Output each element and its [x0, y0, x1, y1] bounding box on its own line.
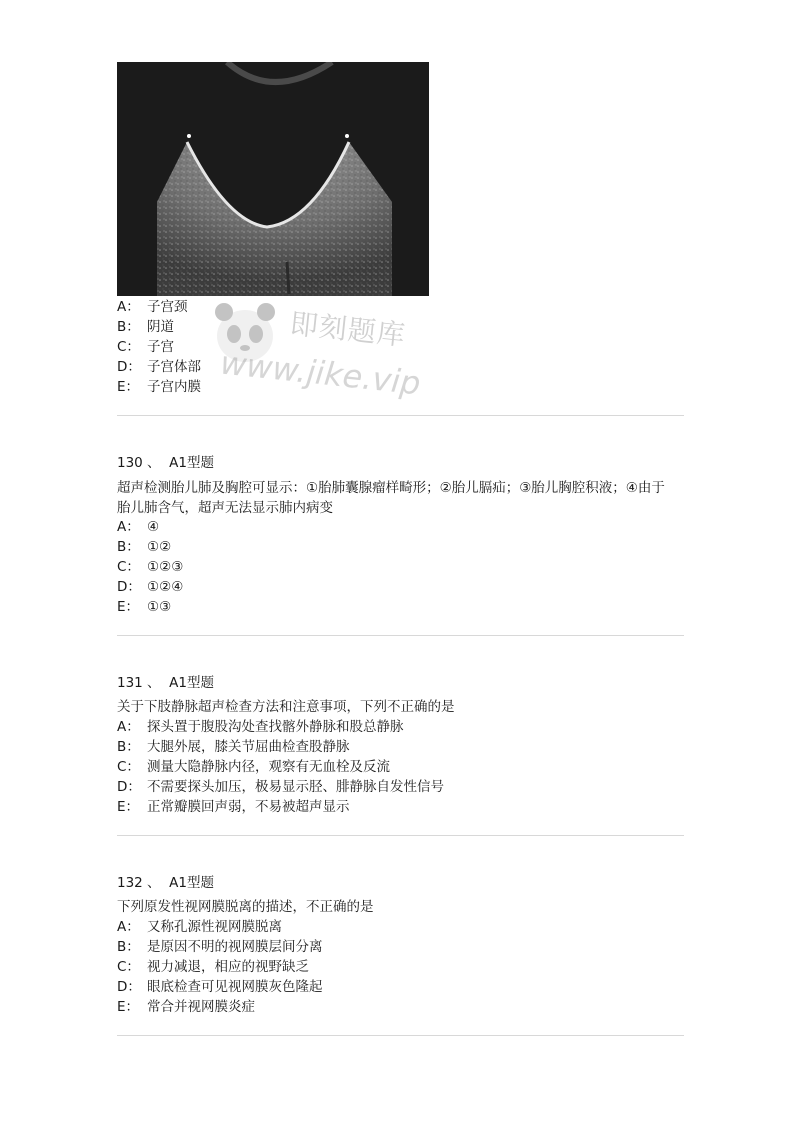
option-letter: A： [117, 519, 140, 535]
option-a [117, 517, 159, 537]
option-text: ①②④ [147, 579, 184, 595]
option-e [117, 797, 350, 817]
option-e [117, 377, 201, 397]
option-e [117, 997, 255, 1017]
option-letter: B： [117, 739, 140, 755]
question-header [117, 873, 214, 893]
option-c [117, 757, 390, 777]
option-letter: D： [117, 979, 141, 995]
divider [117, 1035, 684, 1036]
watermark-brand: 即刻题库 [288, 307, 408, 352]
option-d [117, 577, 183, 597]
option-letter: E： [117, 379, 140, 395]
divider [117, 635, 684, 636]
question-number: 130 、 [117, 455, 161, 471]
option-letter: A： [117, 719, 140, 735]
question-type: A1型题 [169, 675, 214, 691]
option-text: 又称孔源性视网膜脱离 [147, 919, 282, 935]
option-text: 是原因不明的视网膜层间分离 [147, 939, 323, 955]
option-letter: B： [117, 539, 140, 555]
question-number: 131 、 [117, 675, 161, 691]
watermark-url: www.jike.vip [218, 343, 423, 403]
option-text: 子宫颈 [147, 299, 188, 315]
option-d [117, 357, 201, 377]
option-letter: D： [117, 359, 141, 375]
question-stem: 关于下肢静脉超声检查方法和注意事项，下列不正确的是 [117, 699, 455, 715]
option-letter: C： [117, 959, 140, 975]
option-letter: D： [117, 779, 141, 795]
option-letter: E： [117, 599, 140, 615]
option-c [117, 557, 183, 577]
option-b [117, 737, 350, 757]
option-text: 子宫内膜 [147, 379, 201, 395]
question-header [117, 673, 214, 693]
ultrasound-image [117, 62, 429, 296]
option-e [117, 597, 171, 617]
option-letter: E： [117, 799, 140, 815]
option-letter: D： [117, 579, 141, 595]
option-b [117, 937, 323, 957]
option-text: 视力减退，相应的视野缺乏 [147, 959, 309, 975]
divider [117, 415, 684, 416]
option-text: 子宫体部 [147, 359, 201, 375]
watermark [210, 292, 423, 422]
question-number: 132 、 [117, 875, 161, 891]
option-letter: C： [117, 759, 140, 775]
question-type: A1型题 [169, 455, 214, 471]
question-stem: 超声检测胎儿肺及胸腔可显示：①胎肺囊腺瘤样畸形；②胎儿膈疝；③胎儿胸腔积液；④由于胎儿肺含气，超声无法显示肺内病变 [117, 480, 665, 516]
option-a [117, 917, 282, 937]
option-c [117, 957, 309, 977]
question-stem: 下列原发性视网膜脱离的描述，不正确的是 [117, 899, 374, 915]
option-text: 阴道 [147, 319, 174, 335]
option-b [117, 317, 174, 337]
panda-logo-icon [210, 298, 280, 368]
option-letter: A： [117, 919, 140, 935]
option-letter: A： [117, 299, 140, 315]
option-a [117, 717, 404, 737]
option-text: ④ [147, 519, 160, 535]
option-text: 测量大隐静脉内径，观察有无血栓及反流 [147, 759, 390, 775]
option-letter: C： [117, 339, 140, 355]
option-text: 正常瓣膜回声弱，不易被超声显示 [147, 799, 350, 815]
option-b [117, 537, 171, 557]
option-text: ①②③ [147, 559, 184, 575]
option-text: ①② [147, 539, 172, 555]
option-d [117, 777, 444, 797]
question-header [117, 453, 214, 473]
option-letter: E： [117, 999, 140, 1015]
option-text: 常合并视网膜炎症 [147, 999, 255, 1015]
option-letter: B： [117, 319, 140, 335]
option-text: 大腿外展，膝关节屈曲检查股静脉 [147, 739, 350, 755]
option-letter: B： [117, 939, 140, 955]
option-text: ①③ [147, 599, 172, 615]
divider [117, 835, 684, 836]
option-c [117, 337, 174, 357]
option-a [117, 297, 188, 317]
option-text: 不需要探头加压，极易显示胫、腓静脉自发性信号 [147, 779, 444, 795]
option-letter: C： [117, 559, 140, 575]
option-text: 眼底检查可见视网膜灰色隆起 [147, 979, 323, 995]
option-text: 探头置于腹股沟处查找髂外静脉和股总静脉 [147, 719, 404, 735]
option-d [117, 977, 323, 997]
question-type: A1型题 [169, 875, 214, 891]
option-text: 子宫 [147, 339, 174, 355]
